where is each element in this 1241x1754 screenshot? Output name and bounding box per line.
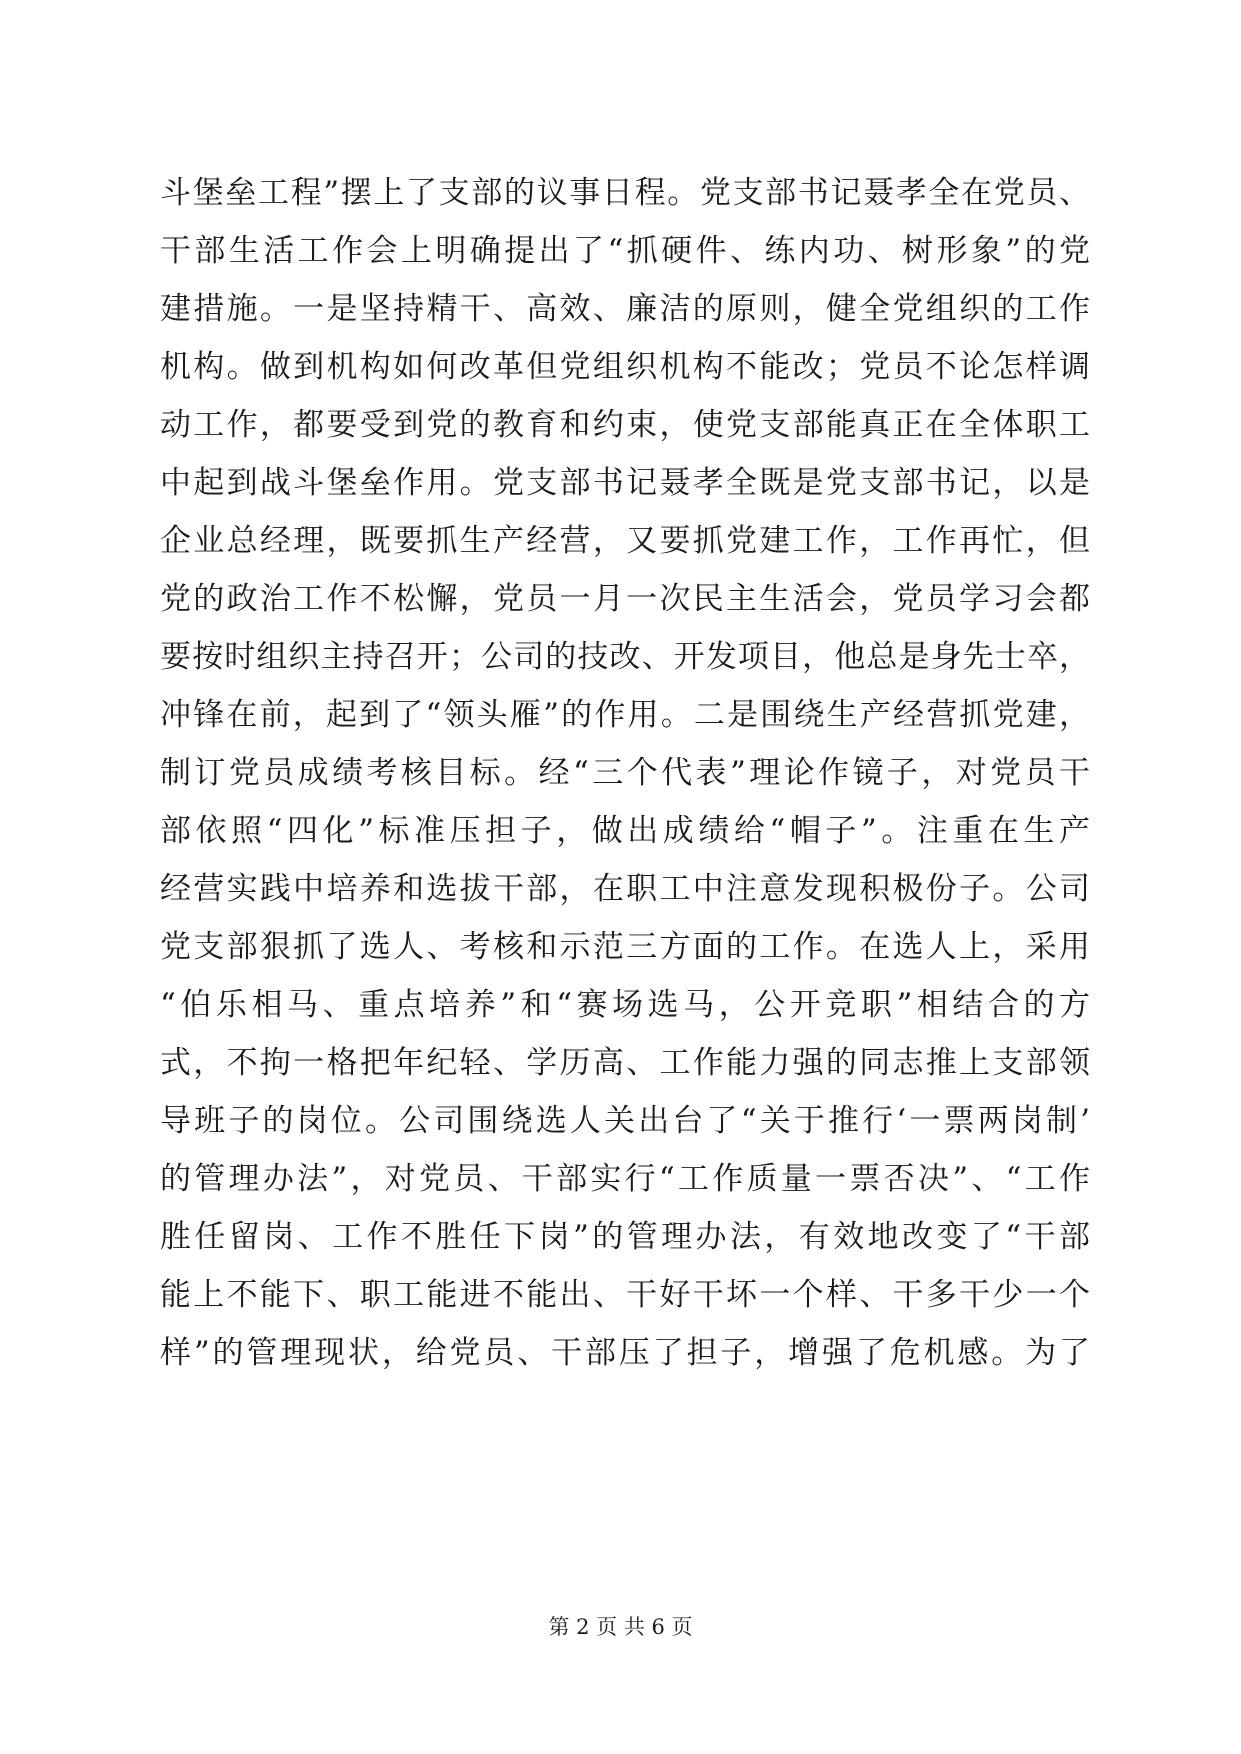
text-line: 企业总经理，既要抓生产经营，又要抓党建工作，工作再忙，但 [160,523,1090,559]
text-line: 动工作，都要受到党的教育和约束，使党支部能真正在全体职工 [160,407,1090,443]
text-line: 冲锋在前，起到了“领头雁”的作用。二是围绕生产经营抓党建， [160,697,1090,733]
text-line: “伯乐相马、重点培养”和“赛场选马，公开竞职”相结合的方 [160,987,1090,1023]
text-line: 部依照“四化”标准压担子，做出成绩给“帽子”。注重在生产 [160,813,1090,849]
text-line: 导班子的岗位。公司围绕选人关出台了“关于推行‘一票两岗制’ [160,1103,1090,1139]
text-line: 制订党员成绩考核目标。经“三个代表”理论作镜子，对党员干 [160,755,1090,791]
body-paragraph [160,164,1090,1382]
text-line: 中起到战斗堡垒作用。党支部书记聂孝全既是党支部书记，以是 [160,465,1090,501]
text-line: 样”的管理现状，给党员、干部压了担子，增强了危机感。为了 [160,1335,1090,1371]
text-line: 的管理办法”，对党员、干部实行“工作质量一票否决”、“工作 [160,1161,1090,1197]
text-line: 党支部狠抓了选人、考核和示范三方面的工作。在选人上，采用 [160,929,1090,965]
text-line: 式，不拘一格把年纪轻、学历高、工作能力强的同志推上支部领 [160,1045,1090,1081]
text-line: 党的政治工作不松懈，党员一月一次民主生活会，党员学习会都 [160,581,1090,617]
page-footer: 第 2 页 共 6 页 [548,1615,693,1639]
text-line: 干部生活工作会上明确提出了“抓硬件、练内功、树形象”的党 [160,233,1090,269]
text-line: 能上不能下、职工能进不能出、干好干坏一个样、干多干少一个 [160,1277,1090,1313]
text-line: 建措施。一是坚持精干、高效、廉洁的原则，健全党组织的工作 [160,291,1090,327]
text-line: 经营实践中培养和选拔干部，在职工中注意发现积极份子。公司 [160,871,1090,907]
text-line: 胜任留岗、工作不胜任下岗”的管理办法，有效地改变了“干部 [160,1219,1090,1255]
text-line: 机构。做到机构如何改革但党组织机构不能改；党员不论怎样调 [160,349,1090,385]
text-line: 要按时组织主持召开；公司的技改、开发项目，他总是身先士卒， [160,639,1090,675]
text-line: 斗堡垒工程”摆上了支部的议事日程。党支部书记聂孝全在党员、 [160,175,1090,211]
